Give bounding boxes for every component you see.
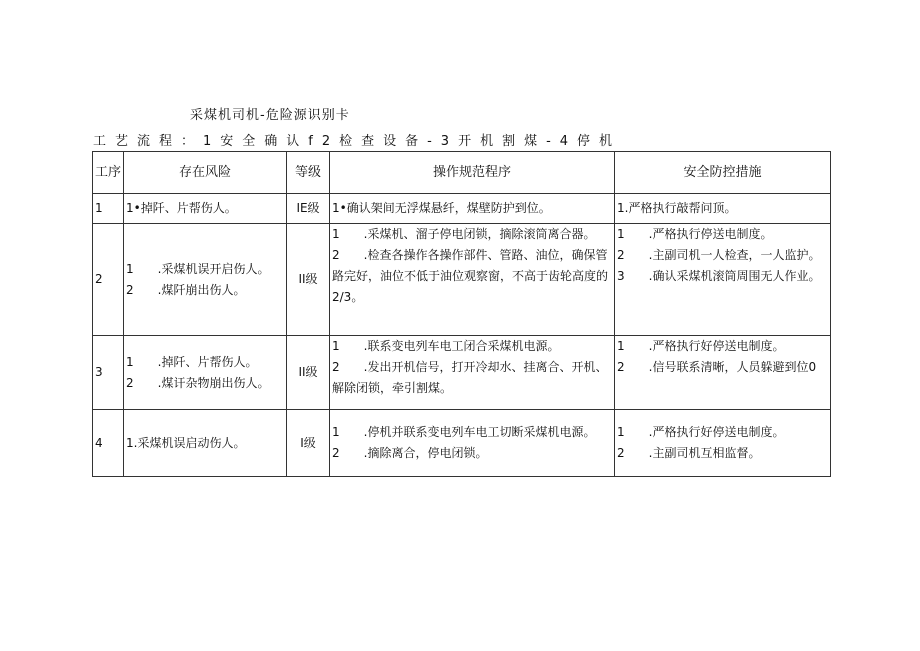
- procedure-line: 2 .发出开机信号，打开冷却水、挂离合、开机、解除闭锁，牵引割煤。: [332, 360, 608, 395]
- process-flow: 工艺流程：1安全确认f2检查设备-3开机割煤-4停机: [93, 134, 622, 149]
- procedure-line: 2 .摘除离合，停电闭锁。: [332, 446, 488, 460]
- procedure-cell: [330, 224, 615, 336]
- header-measures: 安全防控措施: [615, 152, 831, 194]
- table-row: [93, 224, 831, 336]
- table-row: [93, 410, 831, 477]
- measures-cell: [615, 224, 831, 336]
- risk-cell: [124, 224, 287, 336]
- measure-line: 1 .严格执行好停送电制度。: [617, 425, 785, 439]
- risk-line: 1.采煤机误启动伤人。: [126, 435, 246, 450]
- procedure-line: 2 .检查各操作各操作部件、管路、油位，确保管路完好，油位不低于油位观察窗，不高于齿轮高度的2/3。: [332, 248, 609, 304]
- step-cell: 1: [93, 194, 124, 224]
- measure-line: 1 .严格执行好停送电制度。: [617, 339, 785, 353]
- measures-cell: [615, 410, 831, 477]
- header-row: [93, 152, 831, 194]
- measure-line: 3 .确认采煤机滚筒周围无人作业。: [617, 269, 821, 283]
- header-step: 工序: [93, 152, 124, 194]
- risk-cell: [124, 194, 287, 224]
- document-title: 采煤机司机-危险源识别卡: [190, 108, 350, 123]
- risk-line: 1•掉阡、片帮伤人。: [126, 201, 237, 215]
- measure-line: 2 .主副司机互相监督。: [617, 446, 761, 460]
- level-cell: I级: [287, 410, 330, 477]
- procedure-line: 1•确认架间无浮煤悬纤，煤壁防护到位。: [332, 201, 551, 215]
- risk-line: 2 .煤讦杂物崩出伤人。: [126, 375, 270, 390]
- step-cell: 4: [93, 410, 124, 477]
- procedure-line: 1 .联系变电列车电工闭合采煤机电源。: [332, 339, 560, 353]
- risk-line: 2 .煤阡崩出伤人。: [126, 282, 246, 297]
- measures-cell: [615, 194, 831, 224]
- procedure-cell: [330, 194, 615, 224]
- header-level: 等级: [287, 152, 330, 194]
- procedure-line: 1 .停机并联系变电列车电工切断采煤机电源。: [332, 425, 596, 439]
- procedure-line: 1 .采煤机、溜子停电闭锁，摘除滚筒离合器。: [332, 227, 596, 241]
- measure-line: 2 .信号联系清晰，人员躲避到位0: [617, 360, 817, 374]
- measure-line: 1.严格执行敲帮问顶。: [617, 201, 737, 215]
- measure-line: 1 .严格执行停送电制度。: [617, 227, 773, 241]
- table-row: [93, 194, 831, 224]
- hazard-table: [92, 151, 831, 477]
- risk-cell: [124, 410, 287, 477]
- header-risk: 存在风险: [124, 152, 287, 194]
- table-row: [93, 336, 831, 410]
- procedure-cell: [330, 410, 615, 477]
- risk-line: 1 .采煤机误开启伤人。: [126, 261, 270, 276]
- risk-line: 1 .掉阡、片帮伤人。: [126, 354, 258, 369]
- level-cell: IE级: [287, 194, 330, 224]
- level-cell: II级: [287, 336, 330, 410]
- risk-cell: [124, 336, 287, 410]
- header-procedure: 操作规范程序: [330, 152, 615, 194]
- procedure-cell: [330, 336, 615, 410]
- measure-line: 2 .主副司机一人检查，一人监护。: [617, 248, 821, 262]
- step-cell: 2: [93, 224, 124, 336]
- step-cell: 3: [93, 336, 124, 410]
- measures-cell: [615, 336, 831, 410]
- level-cell: II级: [287, 224, 330, 336]
